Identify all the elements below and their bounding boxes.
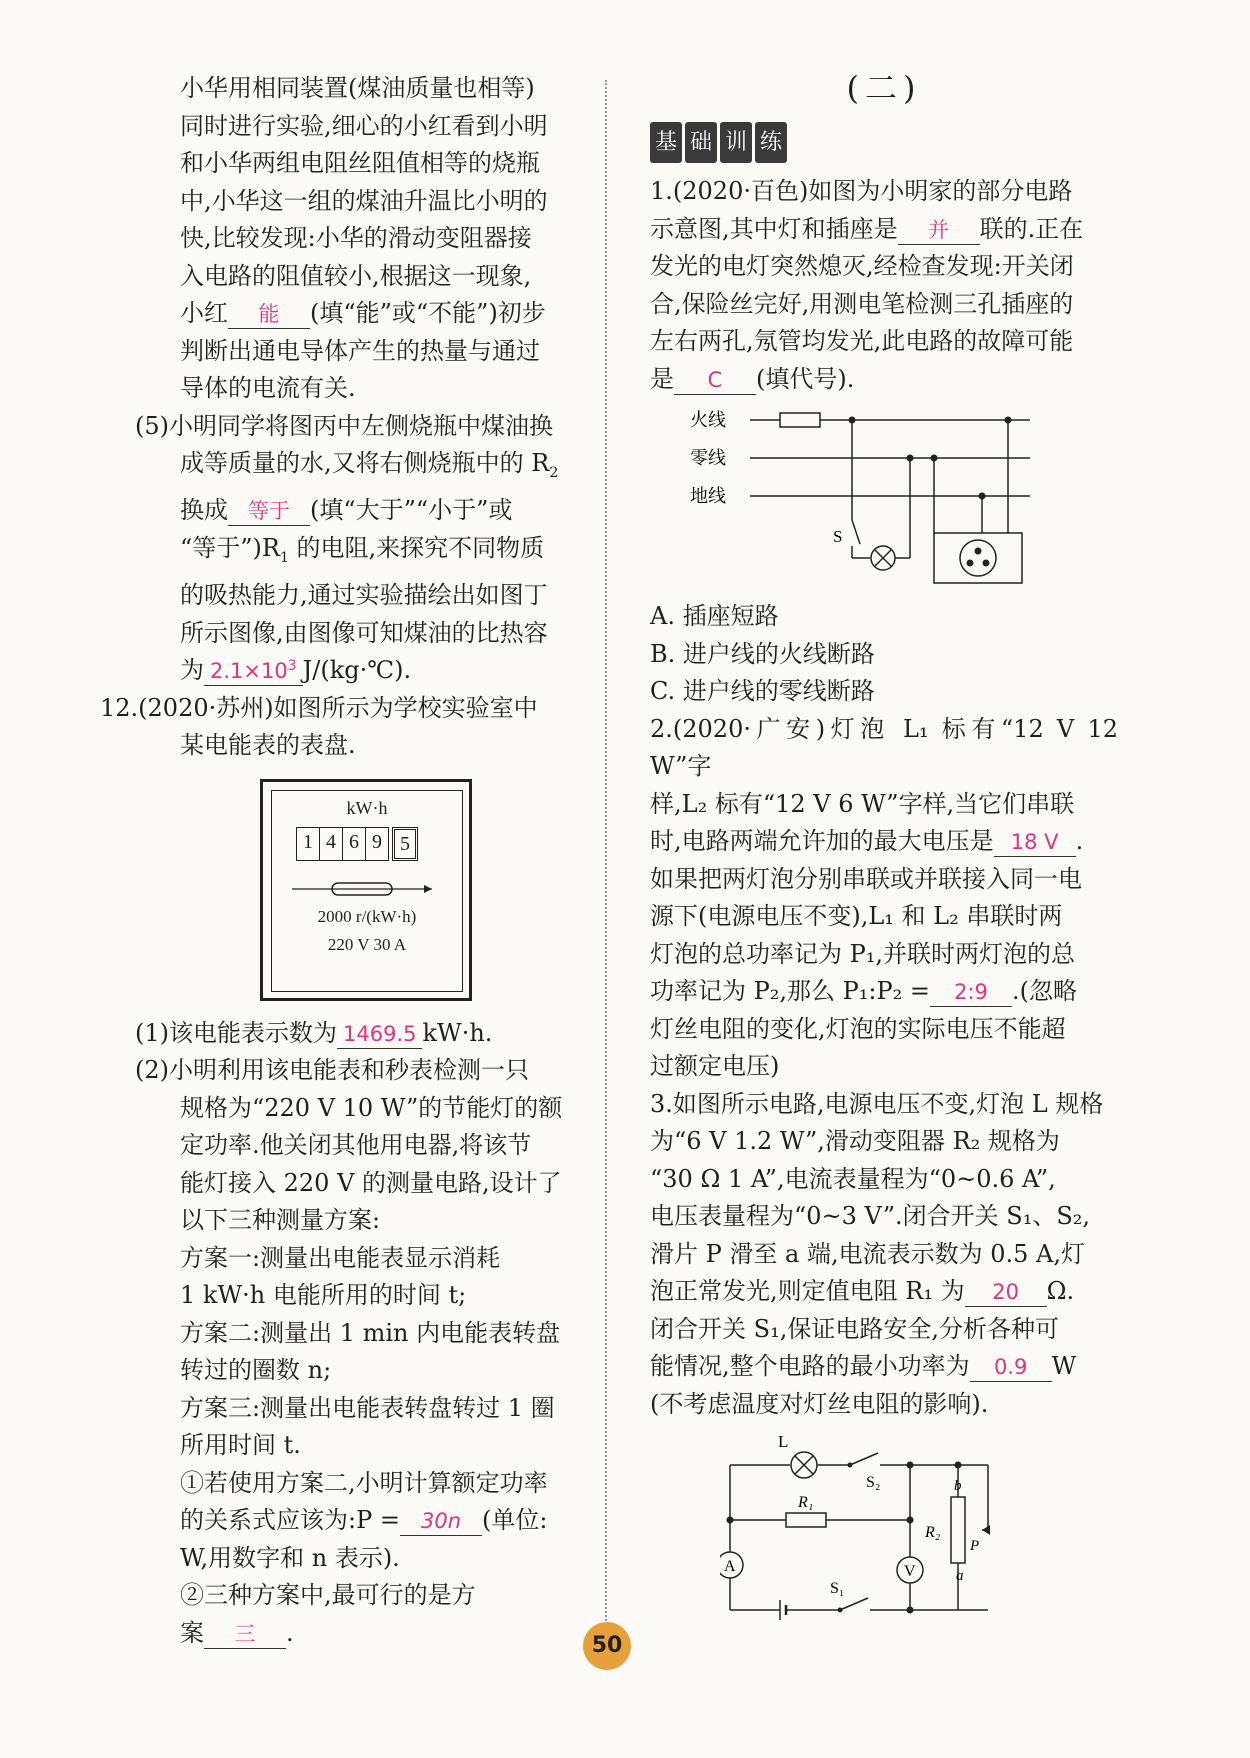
answer-blank[interactable]: 0.9 [970, 1353, 1052, 1382]
answer-blank[interactable]: 30n [400, 1507, 482, 1536]
label-s1: S₁ [830, 1580, 845, 1597]
plan-line: 1 kW·h 电能所用的时间 t; [180, 1281, 467, 1310]
p1-line: 同时进行实验,细心的小红看到小明 [180, 111, 548, 140]
q1-line: 合,保险丝完好,用测电笔检测三孔插座的 [650, 289, 1074, 318]
q2-blank-line: 时,电路两端允许加的最大电压是 18 V . [650, 827, 1084, 855]
badge-char: 基 [650, 122, 682, 164]
q3-line: 滑片 P 滑至 a 端,电流表示数为 0.5 A,灯 [650, 1239, 1085, 1268]
left-column [100, 70, 600, 1652]
switch-s1-icon [840, 1598, 868, 1610]
q5-blank-line: 换成 等于 (填“大于”“小于”或 [180, 496, 513, 525]
plan-line: 方案二:测量出 1 min 内电能表转盘 [180, 1318, 561, 1347]
energy-meter-figure [260, 779, 472, 1001]
q3-line: “30 Ω 1 A”,电流表量程为“0~0.6 A”, [650, 1164, 1056, 1193]
q1-line: 发光的电灯突然熄灭,经检查发现:开关闭 [650, 252, 1074, 280]
q1-blank-line: 是 C (填代号). [650, 364, 855, 393]
q5-line: (5)小明同学将图丙中左侧烧瓶中煤油换 [135, 411, 553, 440]
meter-digit: 1 [296, 827, 320, 861]
switch-s2-icon [850, 1453, 878, 1465]
answer-blank[interactable]: 18 V [994, 828, 1076, 857]
plan-line: 方案一:测量出电能表显示消耗 [180, 1243, 501, 1272]
q2-line: 过额定电压) [650, 1052, 780, 1080]
answer-blank[interactable]: 并 [898, 216, 980, 245]
s1-blank-line: (1)该电能表示数为 1469.5 kW·h. [135, 1018, 493, 1047]
label-lamp: L [778, 1435, 789, 1451]
option: A. 插座短路 [650, 602, 779, 630]
label-ammeter: A [724, 1558, 736, 1575]
q2-line: 灯泡的总功率记为 P₁,并联时两灯泡的总 [650, 939, 1076, 968]
meter-digit: 4 [320, 827, 343, 861]
meter-unit: kW·h [346, 797, 388, 818]
answer-blank[interactable]: C [674, 366, 756, 395]
meter-digit: 6 [343, 827, 366, 861]
label-r2: R₂ [925, 1524, 941, 1541]
p1-line: 中,小华这一组的煤油升温比小明的 [180, 186, 548, 215]
option: C. 进户线的零线断路 [650, 677, 875, 705]
p1-line: 入电路的阻值较小,根据这一现象, [180, 261, 532, 290]
meter-disc-icon [292, 879, 432, 899]
label-b: b [954, 1478, 962, 1494]
c2-line: ②三种方案中,最可行的是方 [180, 1581, 476, 1610]
answer-blank[interactable]: 等于 [228, 497, 310, 526]
q12-line: 12.(2020·苏州)如图所示为学校实验室中 [100, 693, 538, 722]
q2-line: 样,L₂ 标有“12 V 6 W”字样,当它们串联 [650, 789, 1075, 818]
label-s2: S₂ [866, 1474, 881, 1491]
answer-blank[interactable]: $2.1\times 10^3$ [204, 652, 303, 686]
q1-line: 左右两孔,氖管均发光,此电路的故障可能 [650, 327, 1074, 355]
household-circuit-diagram [690, 398, 1050, 598]
answer-blank[interactable]: 1469.5 [337, 1020, 422, 1049]
three-hole-socket-icon [960, 540, 996, 576]
q5-line: 成等质量的水,又将右侧烧瓶中的 $R_2$ [180, 449, 559, 481]
rheostat-r2-icon [951, 1497, 965, 1563]
s2-line: 规格为“220 V 10 W”的节能灯的额 [180, 1093, 563, 1122]
plan-line: 转过的圈数 n; [180, 1356, 332, 1385]
s2-line: (2)小明利用该电能表和秒表检测一只 [135, 1056, 529, 1085]
p1-line: 和小华两组电阻丝阻值相等的烧瓶 [180, 149, 540, 177]
q1-blank-line: 示意图,其中灯和插座是 并 联的.正在 [650, 214, 1084, 243]
answer-blank[interactable]: 能 [228, 300, 310, 329]
meter-revolutions: 2000 r/(kW·h) [317, 906, 417, 926]
q1-line: 1.(2020·百色)如图为小明家的部分电路 [650, 177, 1073, 205]
badge-char: 础 [685, 122, 717, 164]
column-divider [605, 80, 607, 1640]
fuse-icon [780, 413, 820, 427]
label-ground: 地线 [690, 486, 726, 506]
label-switch: S [833, 527, 843, 546]
c2-blank-line: 案 三 . [180, 1618, 294, 1647]
p1-line: 小华用相同装置(煤油质量也相等) [180, 74, 535, 102]
answer-blank[interactable]: 三 [204, 1620, 286, 1649]
label-voltmeter: V [904, 1563, 916, 1580]
meter-rating: 220 V 30 A [327, 934, 407, 954]
q3-line: 电压表量程为“0~3 V”.闭合开关 S₁、S₂, [650, 1202, 1091, 1230]
p1-line: 快,比较发现:小华的滑动变阻器接 [180, 224, 532, 252]
section-badge [650, 122, 1118, 164]
meter-digits [296, 827, 418, 861]
q3-line: (不考虑温度对灯丝电阻的影响). [650, 1389, 989, 1418]
q2-line: 2.(2020·广安)灯泡 L₁ 标有“12 V 12 W”字 [650, 714, 1118, 780]
plan-line: 方案三:测量出电能表转盘转过 1 圈 [180, 1393, 555, 1422]
s2-line: 定功率.他关闭其他用电器,将该节 [180, 1131, 532, 1160]
answer-blank[interactable]: 2:9 [930, 978, 1012, 1007]
q2-line: 灯丝电阻的变化,灯泡的实际电压不能超 [650, 1014, 1066, 1043]
plan-line: 所用时间 t. [180, 1431, 301, 1460]
badge-char: 练 [755, 122, 787, 164]
q3-blank-line: 泡正常发光,则定值电阻 R₁ 为 20 Ω. [650, 1277, 1075, 1305]
section-heading: (二) [846, 69, 922, 107]
q2-line: 如果把两灯泡分别串联或并联接入同一电 [650, 864, 1082, 893]
p1-line: 导体的电流有关. [180, 374, 356, 402]
label-neutral: 零线 [690, 448, 726, 468]
q3-blank-line: 能情况,整个电路的最小功率为 0.9 W [650, 1352, 1077, 1380]
q5-blank-line: 为 $2.1\times 10^3$ J/(kg·℃). [100, 652, 600, 690]
s2-line: 以下三种测量方案: [180, 1206, 381, 1235]
q2-line: 源下(电源电压不变),L₁ 和 L₂ 串联时两 [650, 902, 1063, 930]
option: B. 进户线的火线断路 [650, 639, 875, 668]
circuit-diagram-q3 [720, 1435, 1040, 1625]
q3-line: 闭合开关 S₁,保证电路安全,分析各种可 [650, 1314, 1059, 1343]
p1-line: 判断出通电导体产生的热量与通过 [180, 336, 540, 365]
answer-blank[interactable]: 20 [965, 1278, 1047, 1307]
q3-line: 3.如图所示电路,电源电压不变,灯泡 L 规格 [650, 1089, 1104, 1118]
c1-line: ①若使用方案二,小明计算额定功率 [180, 1468, 548, 1497]
p1-blank-line: 小红 能 (填“能”或“不能”)初步 [180, 299, 546, 327]
meter-digit-decimal: 5 [392, 827, 418, 861]
q5-line: 所示图像,由图像可知煤油的比热容 [180, 618, 548, 647]
s2-line: 能灯接入 220 V 的测量电路,设计了 [180, 1168, 562, 1197]
c1-line: W,用数字和 n 表示). [180, 1543, 400, 1572]
page-number: 50 [583, 1622, 631, 1670]
q3-line: 为“6 V 1.2 W”,滑动变阻器 R₂ 规格为 [650, 1127, 1060, 1155]
label-p: P [970, 1538, 980, 1554]
c1-blank-line: 的关系式应该为:P = 30n (单位: [180, 1506, 548, 1535]
q2-blank-line: 功率记为 P₂,那么 P₁:P₂ = 2:9 .(忽略 [650, 977, 1078, 1005]
label-r1: R₁ [798, 1494, 814, 1511]
label-live: 火线 [690, 410, 726, 430]
q12-line: 某电能表的表盘. [180, 731, 356, 760]
q5-line: “等于$”)R_1$ 的电阻,来探究不同物质 [180, 533, 545, 566]
badge-char: 训 [720, 122, 752, 164]
label-a: a [956, 1568, 964, 1584]
meter-digit: 9 [366, 827, 389, 861]
q5-line: 的吸热能力,通过实验描绘出如图丁 [180, 581, 548, 610]
resistor-r1-icon [786, 1513, 826, 1527]
right-column [650, 70, 1118, 1625]
switch-icon [852, 520, 860, 544]
